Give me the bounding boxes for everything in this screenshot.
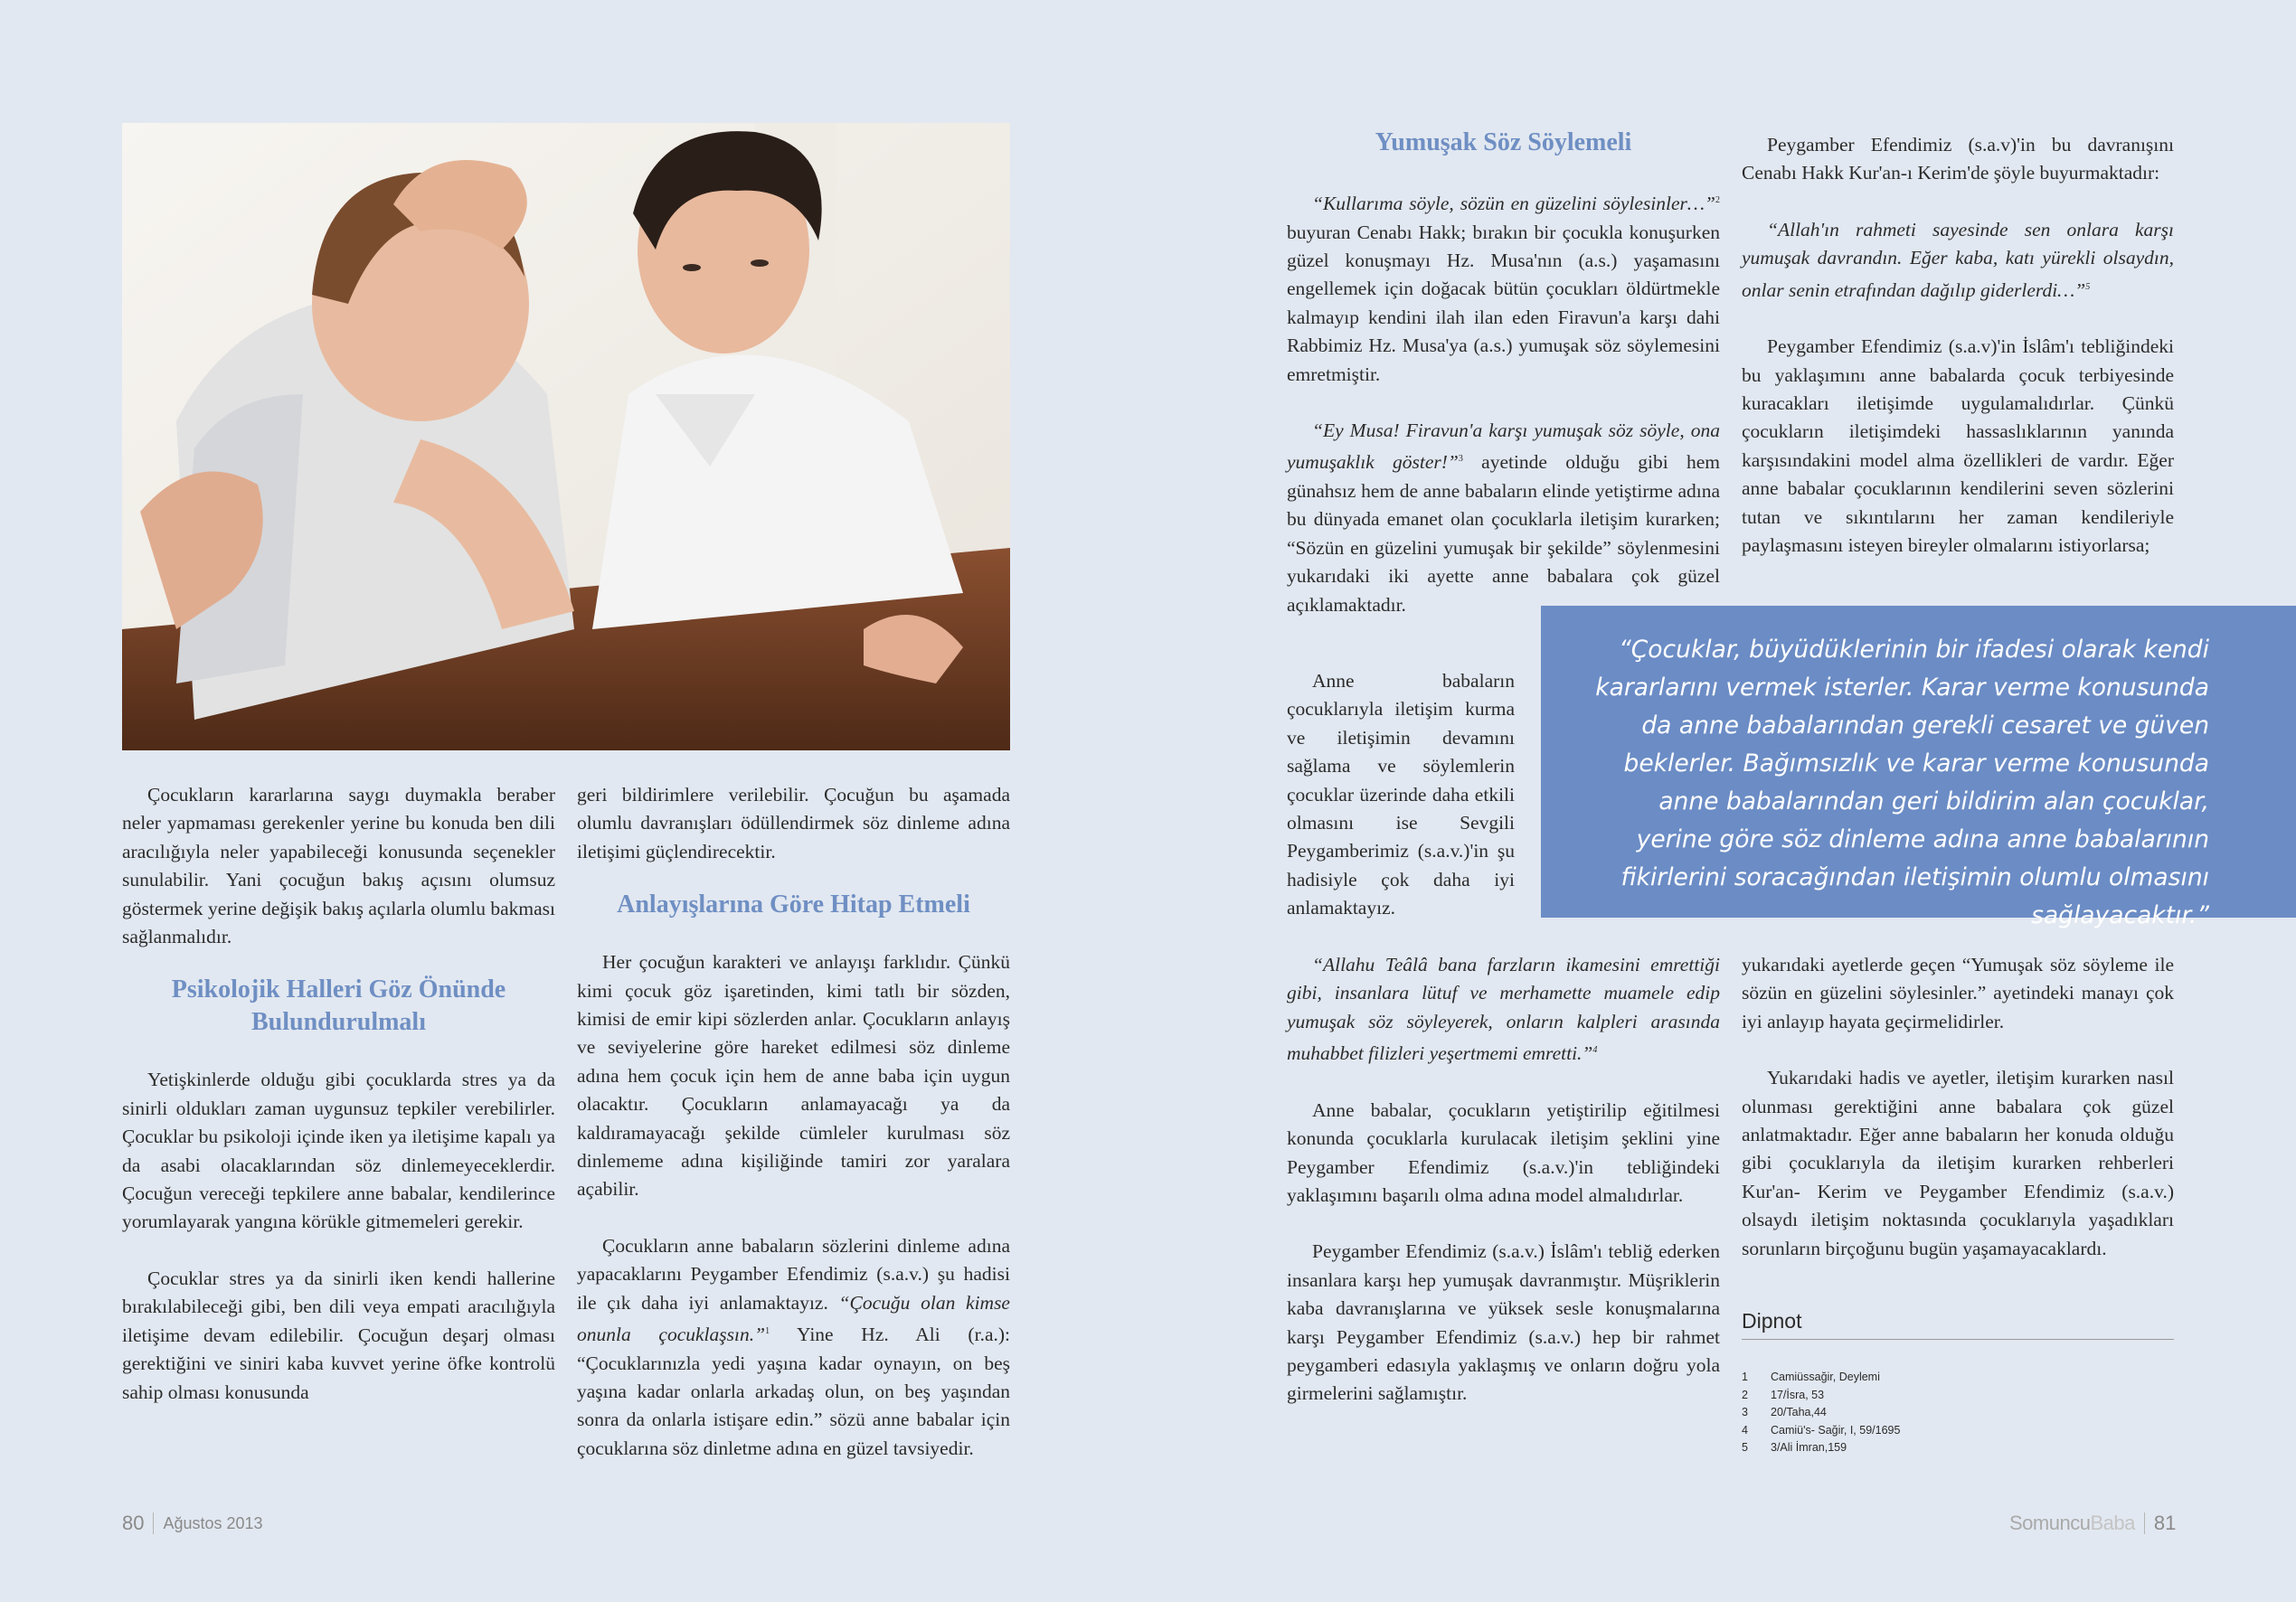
footnote-ref: 3 — [1458, 454, 1463, 465]
paragraph — [1742, 216, 2174, 305]
issue-date: Ağustos 2013 — [163, 1513, 263, 1532]
right-column-1-narrow — [1287, 667, 1515, 951]
footnote-text: Camiüssağir, Deylemi — [1771, 1371, 1880, 1383]
footnote-item — [1742, 1369, 2174, 1387]
paragraph: Anne babaların çocuklarıyla iletişim kurma ve iletişimin devamını sağlama ve söylemlerin çocuklar üzerinde daha etkili olmasını ise Sevgili Peygamberimiz (s.a.v.)'in şu hadisiyle çok daha iyi anlamaktayız. — [1287, 670, 1515, 919]
footnote-number: 3 — [1742, 1406, 1748, 1418]
footnote-ref: 1 — [765, 1326, 770, 1337]
text-run: ayetinde olduğu gibi hem günahsız hem de anne babaların elinde yetiştirme adına bu dünyada emanet olan çocuklarla iletişim kurarken; “Sözün en güzelini yumuşak bir şekilde” söylenmesini yukarıdaki iki ayette anne babalara çok güzel açıklamaktadır. — [1287, 451, 1720, 616]
page-number: 81 — [2153, 1512, 2177, 1534]
footnote-item — [1742, 1422, 2174, 1440]
footnote-text: 17/İsra, 53 — [1771, 1388, 1825, 1401]
right-column-1-lower — [1287, 951, 1720, 1437]
footnote-ref: 4 — [1592, 1045, 1598, 1056]
left-column-2 — [577, 781, 1010, 1491]
page-number: 80 — [122, 1512, 145, 1534]
folio-divider — [153, 1512, 154, 1534]
footnote-list — [1742, 1369, 2174, 1457]
paragraph: Çocukların kararlarına saygı duymakla beraber neler yapmaması gerekenler yerine bu konuda ben dili aracılığıyla neler yapabileceği konusunda seçenekler sunulabilir. Yani çocuğun bakış açısını olumsuz göstermek yerine değişik bakış açılarla olumlu bakması sağlanmalıdır. — [122, 784, 555, 948]
footnote-number: 4 — [1742, 1423, 1748, 1437]
paragraph: Peygamber Efendimiz (s.a.v)'in bu davranışını Cenabı Hakk Kur'an-ı Kerim'de şöyle buyurmaktadır: — [1742, 134, 2174, 184]
footnote-item — [1742, 1439, 2174, 1457]
footnotes-title: Dipnot — [1742, 1309, 2174, 1340]
paragraph: Peygamber Efendimiz (s.a.v.) İslâm'ı tebliğ ederken insanlara karşı hep yumuşak davranmıştır. Müşriklerin kaba davranışlarına ve yüksek sesle konuşmalarına karşı Peygamber Efendimiz (s.a.v.) hep bir rahmet peygamberi edasıyla yaklaşmış ve onların doğru yola girmelerini sağlamıştır. — [1287, 1240, 1720, 1405]
section-heading: Yumuşak Söz Söylemeli — [1375, 128, 1632, 156]
paragraph: Anne babalar, çocukların yetiştirilip eğitilmesi konunda çocuklarla kurulacak iletişim şeklini yine Peygamber Efendimiz (s.a.v.)'in tebliğindeki yaklaşımını başarılı olma adına model almalıdırlar. — [1287, 1098, 1720, 1206]
paragraph: Yetişkinlerde olduğu gibi çocuklarda stres ya da sinirli oldukları zaman uygunsuz tepkiler verebilirler. Çocuklar bu psikoloji içinde iken ya iletişime kapalı ya da asabi olacaklarından söz dinlemeyeceklerdir. Çocuğun vereceği tepkilere anne babalar, kendilerince yorumlayarak yangına körükle gitmemeleri gerekir. — [122, 1069, 555, 1233]
folio-divider — [2144, 1512, 2145, 1534]
footnote-ref: 2 — [1715, 195, 1720, 205]
text-run: buyuran Cenabı Hakk; bırakın bir çocukla konuşurken güzel konuşmayı Hz. Musa'nın (a.s.) yaşamasını engellemek için doğacak bütün çocukları öldürtmekle kalmayıp kendini ilah ilan eden Firavun'a karşı dahi Rabbimiz Hz. Musa'ya (a.s.) yumuşak söz söylemesini emretmiştir. — [1287, 221, 1720, 385]
verse-quote: “Allah'ın rahmeti sayesinde sen onlara karşı yumuşak davrandın. Eğer kaba, katı yürekli olsaydın, onlar senin etrafından dağılıp giderlerdi…” — [1742, 218, 2174, 301]
logo-part: Somuncu — [2009, 1512, 2091, 1534]
section-heading: Psikolojik Halleri Göz Önünde Bulundurulmalı — [171, 975, 506, 1037]
logo-part: Baba — [2090, 1512, 2135, 1534]
hadith-quote: “Çocuğu olan kimse onunla çocuklaşsın.” — [577, 1291, 1010, 1346]
footnote-text: 3/Ali İmran,159 — [1771, 1441, 1847, 1454]
footnote-text: 20/Taha,44 — [1771, 1406, 1827, 1418]
right-column-2-lower — [1742, 951, 2174, 1291]
paragraph — [577, 1232, 1010, 1463]
paragraph: geri bildirimlere verilebilir. Çocuğun bu aşamada olumlu davranışları ödüllendirmek söz dinleme adına iletişimi güçlendirecektir. — [577, 784, 1010, 862]
right-column-2 — [1742, 131, 2174, 588]
left-page — [0, 0, 1147, 1602]
father-son-photo — [122, 123, 1010, 750]
pull-quote: “Çocuklar, büyüdüklerinin bir ifadesi olarak kendi kararlarını vermek isterler. Karar verme konusunda da anne babalarından gerekli cesaret ve güven beklerler. Bağımsızlık ve karar verme konusunda anne babalarından geri bildirim alan çocuklar, yerine göre söz dinleme adına anne babalarının fikirlerini soracağından iletişimin olumlu olmasını sağlayacaktır.” — [1541, 606, 2296, 918]
verse-quote: “Ey Musa! Firavun'a karşı yumuşak söz söyle, ona yumuşaklık göster!” — [1287, 419, 1720, 474]
paragraph: Yukarıdaki hadis ve ayetler, iletişim kurarken nasıl olunması gerektiğini anne babalara çok güzel anlatmaktadır. Eğer anne babaların her konuda olduğu gibi çocuklarıyla da iletişim kurarken rehberleri Kur'an- Kerim ve Peygamber Efendimiz (s.a.v.) olsaydı iletişim noktasında çocuklarıyla yaşadıkları sorunların birçoğunu bugün yaşamayacaklardı. — [1742, 1067, 2174, 1259]
paragraph: Çocuklar stres ya da sinirli iken kendi hallerine bırakılabileceği gibi, ben dili veya empati aracılığıyla iletişime devam edilebilir. Çocuğun deşarj olması gerektiğini ve siniri kaba kuvvet yerine öfke kontrolü sahip olması konusunda — [122, 1267, 555, 1403]
left-folio — [122, 1512, 263, 1535]
paragraph: yukarıdaki ayetlerde geçen “Yumuşak söz söyleme ile sözün en güzelini söylesinler.” ayetindeki manayı çok iyi anlayıp hayata geçirmelidirler. — [1742, 954, 2174, 1032]
paragraph — [1287, 417, 1720, 619]
footnotes — [1742, 1309, 2174, 1457]
footnote-item — [1742, 1404, 2174, 1422]
left-column-1 — [122, 781, 555, 1435]
paragraph: Her çocuğun karakteri ve anlayışı farklıdır. Çünkü kimi çocuk göz işaretinden, kimi tatlı bir sözden, kimisi de emir kipi sözlerden anlar. Çocukların anlayış ve seviyelerine göre hareket edilmesi söz dinleme adına hem çocuk için hem de anne baba için uygun olacaktır. Çocukların anlamayacağı ya da kaldıramayacağı şekilde cümleler kurulması söz dinlememe adına kişiliğinde tamiri zor yaralara açabilir. — [577, 951, 1010, 1201]
footnote-number: 5 — [1742, 1441, 1748, 1454]
section-heading: Anlayışlarına Göre Hitap Etmeli — [617, 891, 970, 919]
footnote-number: 1 — [1742, 1371, 1748, 1383]
footnote-ref: 5 — [2085, 281, 2091, 292]
paragraph — [1287, 186, 1720, 389]
text-run: Çocukların anne babaların sözlerini dinleme adına yapacaklarını Peygamber Efendimiz (s.a.v.) şu hadisi ile çık daha iyi anlamaktayız. — [577, 1234, 1010, 1314]
paragraph: Peygamber Efendimiz (s.a.v)'in İslâm'ı tebliğindeki bu yaklaşımını anne babalarda çocuk terbiyesinde kuracakları iletişimde uygulamalıdırlar. Çünkü çocukların iletişimdeki hassaslıklarının yanında karşısındakini model alma özellikleri de vardır. Eğer anne babalar çocuklarının kendilerini seven sözlerini tutan ve sıkıntılarını her zaman kendileriyle paylaşmasını isteyen bireyler olmalarını istiyorlarsa; — [1742, 335, 2174, 557]
right-column-1 — [1287, 127, 1720, 647]
magazine-logo — [2009, 1512, 2135, 1535]
hadith-quote: “Allahu Teâlâ bana farzların ikamesini emrettiği gibi, insanlara lütuf ve merhamette muamele edip yumuşak söz söyleyerek, onların kalpleri arasında muhabbet filizleri yeşertmemi emretti.” — [1287, 954, 1720, 1065]
verse-quote: “Kullarıma söyle, sözün en güzelini söylesinler…” — [1312, 193, 1715, 215]
footnote-text: Camiü's- Sağir, I, 59/1695 — [1771, 1423, 1901, 1437]
footnote-item — [1742, 1387, 2174, 1405]
paragraph — [1287, 951, 1720, 1069]
footnote-number: 2 — [1742, 1388, 1748, 1401]
text-run: Yine Hz. Ali (r.a.): “Çocuklarınızla yedi yaşına kadar oynayın, on beş yaşına kadar onlarla arkadaş olun, on beş yaşından sonra da onlarla istişare edin.” sözü anne babalar için çocuklarına söz dinletme adına en güzel tavsiyedir. — [577, 1324, 1010, 1459]
right-folio — [2009, 1512, 2176, 1535]
